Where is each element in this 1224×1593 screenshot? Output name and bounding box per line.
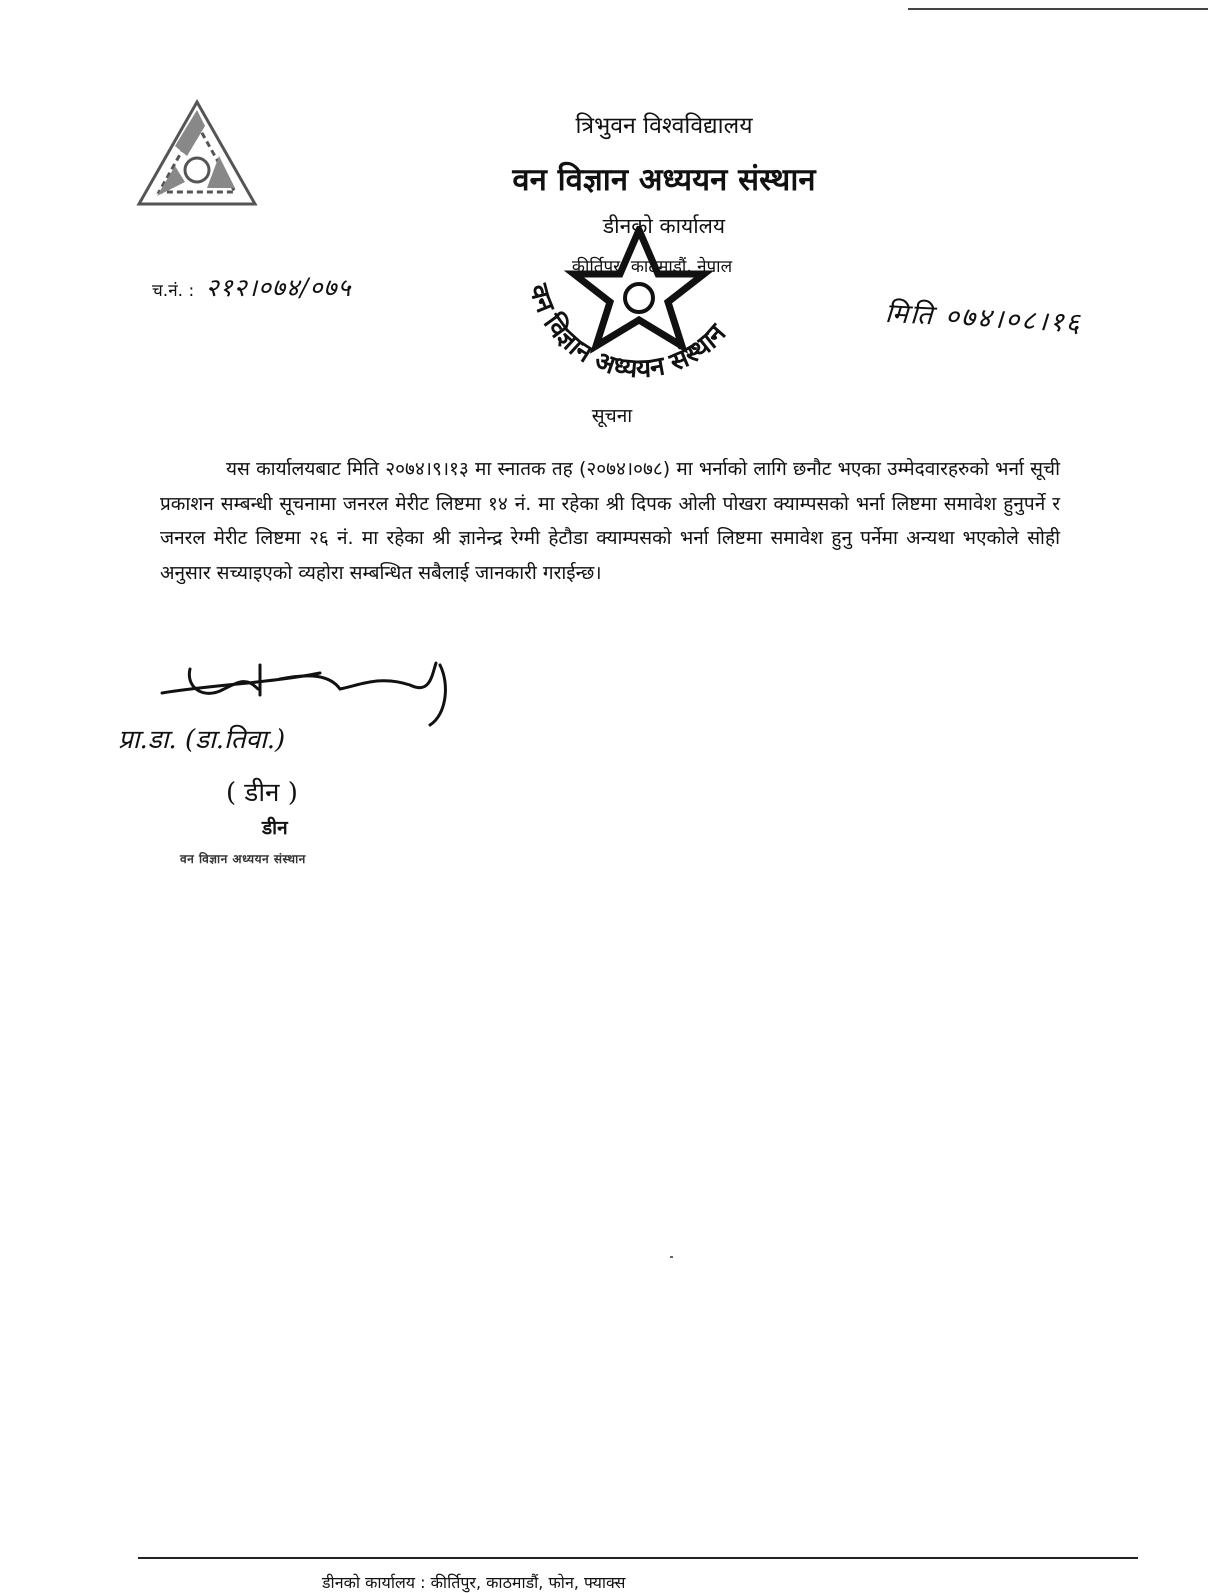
svg-text:वन विज्ञान अध्ययन संस्थान: वन विज्ञान अध्ययन संस्थान [522,281,733,385]
university-name: त्रिभुवन विश्वविद्यालय [575,113,753,139]
reference-number [152,270,351,304]
office-address: कीर्तिपुर, काठमाडौं, नेपाल [571,257,733,277]
office-name: डीनको कार्यालय [602,214,726,238]
signatory-title: डीन [262,817,288,839]
signatory-note: ( डीन ) [226,778,298,808]
footer-rule [138,1557,1138,1559]
date-handwritten: मिति ०७४।०८।१६ [884,297,1083,340]
reference-label: च.नं. : [152,281,195,301]
top-rule [908,8,1208,10]
signatory-institute-stamp: वन विज्ञान अध्ययन संस्थान [180,852,306,866]
notice-title: सूचना [591,405,633,427]
signature-scribble [150,655,530,875]
signatory-name: प्रा.डा. (डा.तिवा.) [118,725,286,755]
official-seal [508,226,770,396]
notice-body: यस कार्यालयबाट मिति २०७४।९।१३ मा स्नातक तह (२०७४।०७८) मा भर्नाको लागि छनौट भएका उम्मेदवारहरुको भर्ना सूची प्रकाशन सम्बन्धी सूचनामा जनरल मेरीट लिष्टमा १४ नं. मा रहेका श्री दिपक ओली पोखरा क्याम्पसको भर्ना लिष्टमा समावेश हुनुपर्ने र जनरल मेरीट लिष्टमा २६ नं. मा रहेका श्री ज्ञानेन्द्र रेग्मी हेटौडा क्याम्पसको भर्ना लिष्टमा समावेश हुनु पर्नेमा अन्यथा भएकोले सोही अनुसार सच्याइएको व्यहोरा सम्बन्धित सबैलाई जानकारी गराईन्छ। [160,458,1060,584]
footer-text: डीनको कार्यालय : कीर्तिपुर, काठमाडौं, फोन, फ्याक्स [322,1573,626,1592]
reference-value: २१२।०७४/०७५ [205,273,352,302]
institute-name: वन विज्ञान अध्ययन संस्थान [512,162,816,198]
scan-speck [670,1256,673,1258]
